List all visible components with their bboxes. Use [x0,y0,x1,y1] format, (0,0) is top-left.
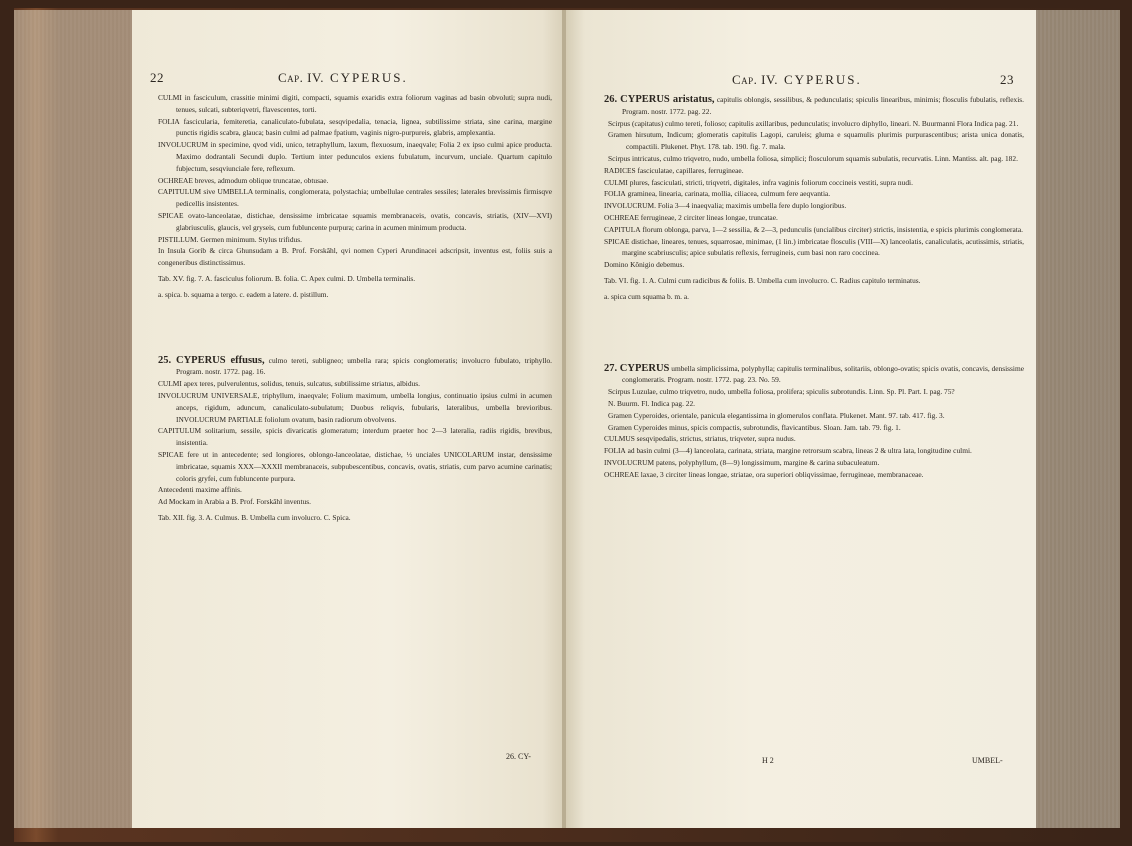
left-tab-2: a. spica. b. squama a tergo. c. eadem a latere. d. pistillum. [158,289,329,299]
left-page [132,10,564,828]
left-entry [150,175,552,187]
species-25-entry-text: fere ut in antecedente; sed longiores, oblongo-lanceolatae, distichae, ½ unciales UNICOLARUM instar, densissime imbricatae, squamis XXX—XXXII membranaceis, subpubescentibus, concavis, ovatis, striatis, cum parvo acumine carinatis; coloris gryfei, cum fubluncente purpura. [176,449,552,483]
species-27-synonyms [596,386,1024,433]
left-page-number: 22 [150,70,164,85]
species-26-entry-label: CAPITULA [604,224,641,234]
species-26-entry-label: INVOLUCRUM. [604,201,656,211]
species-25-diagnosis: culmo tereti, subligneo; umbella rara; spicis conglomeratis; involucro fubulato, triphyllo. Program. nostr. 1772. pag. 16. [176,355,552,377]
species-26-diagnosis: capitulis oblongis, sessilibus, & pedunculatis; spiculis linearibus, minimis; flosculis fubulatis, reflexis. Program. nostr. 1772. pag. 22. [622,95,1024,116]
left-entry-text: ovato-lanceolatae, distichae, densissime imbricatae squamis membranaceis, ovatis, concavis, striatis, (XIV—XVI) glabriusculis, glaucis, vel gryseis, cum fubluncente purpura; carina in acumen minimum producta. [176,210,552,232]
species-27-entry [596,445,1024,457]
right-page-edges [1036,10,1120,828]
species-25-entry-text: triphyllum, inaeqvale; Folium maximum, umbella longius, continuatio ipsius culmi in acumen anceps, rigidum, aduncum, canaliculato-subulatum; Duobus reliqvis, fubularis, lateralibus, umbella brevioribus. INVOLUCRUM PARTIALE foliolum ovatum, basin radiorum obvolvens. [176,390,552,424]
species-26-description-list [596,165,1024,259]
species-26-note: Domino Kônigio debemus. [604,260,685,270]
left-entry [150,116,552,140]
species-25-entry-text: solitarium, sessile, spicis divaricatis glomeratum; interdum praeter hoc 2—3 lateralia, radiis rigidis, brevibus, insistentia. [176,426,552,448]
right-genus: CYPERUS. [783,72,862,87]
left-entry [150,234,552,246]
left-entry-label: SPICAE [158,210,184,220]
species-25-entry [150,390,552,425]
species-26-entry [596,212,1024,224]
species-26-tab-2: a. spica cum squama b. m. a. [604,291,689,301]
species-26-synonym: Gramen hirsutum, Indicum; glomeratis capitulis Lagopi, caruleis; gluma e squamulis plurimis purpurascentibus; arista unica donatis, compactili. Plukenet. Phyt. 178. tab. 190. fig. 7. mala. [608,130,1024,152]
left-chapter: Cap. IV. [278,70,324,85]
left-entry [150,92,552,116]
left-text-block [150,92,552,524]
species-27-title: 27. CYPERUS [604,362,670,374]
left-page-edges [14,10,134,828]
species-27-entry-label: FOLIA [604,446,626,456]
species-26-entry-label: OCHREAE [604,212,639,222]
species-25-entry-label: INVOLUCRUM UNIVERSALE, [158,390,260,400]
species-26-entry-text: plures, fasciculati, stricti, triqvetri, digitales, infra vaginis foliorum coccineis vestiti, supra nudi. [629,177,913,187]
species-26-synonym: Scirpus intricatus, culmo triqvetro, nudo, umbella foliosa, simplici; flosculorum squamis subulatis, recurvatis. Linn. Mantiss. alt. pag. 182. [608,153,1018,163]
left-entry [150,186,552,210]
species-27-entry-label: INVOLUCRUM [604,457,655,467]
species-25-note-1: Antecedenti maxime affinis. [158,485,242,495]
species-26-entry [596,188,1024,200]
left-entry-text: Germen minimum. Stylus trifidus. [200,234,302,244]
right-page [566,10,1036,828]
left-running-head [278,70,408,86]
species-25-entry [150,378,552,390]
right-page-number: 23 [1000,72,1014,87]
left-note: In Insula Gorib & circa Ghunsudam a B. Prof. Forskâhl, qvi nomen Cyperi Arundinacei adscripsit, inventus est, foliis suis a congeneribus distinctissimus. [158,246,552,268]
species-27-entry-text: ad basin culmi (3—4) lanceolata, carinata, striata, margine retrorsum scabra, lineas 2 & ultra lata, longitudine culmi. [627,446,972,456]
left-tab-1: Tab. XV. fig. 7. A. fasciculus foliorum. B. folia. C. Apex culmi. D. Umbella terminalis. [158,273,416,283]
species-26-entry [596,165,1024,177]
species-26-entry [596,224,1024,236]
species-27-synonym: Scirpus Luzulae, culmo triqvetro, nudo, umbella foliosa, prolifera; spiculis subrotundis. Linn. Sp. Pl. Part. I. pag. 75? [608,387,955,397]
species-26-entry-text: florum oblonga, parva, 1—2 sessilia, & 2—3, pedunculis (uncialibus circiter) strictis, insistentia, e spicis plurimis conglomerata. [642,224,1023,234]
left-entry-label: CAPITULUM [158,187,202,197]
left-entry-label: CULMI [158,93,182,102]
left-entry-text: fascicularia, femiteretia, canaliculato-fubulata, sesqvipedalia, tenacia, lignea, subtilissime striata, sine carina, margine punctis rigidis scabra, glauca; basin culmi ad palmae fpatium, vaginis nigro-purpureis, glabris, amplexantia. [176,116,552,138]
species-25-entry-label: CAPITULUM [158,426,202,436]
left-entry-label: PISTILLUM. [158,234,199,244]
species-25-entry-label: SPICAE [158,449,184,459]
left-entry-label: OCHREAE [158,175,193,185]
left-entry-label: INVOLUCRUM [158,140,209,150]
right-catchword: UMBEL- [972,756,1003,765]
left-entry-text: in fasciculum, crassitie minimi digiti, compacti, squamis exaridis extra foliorum vaginas ad basin obvoluti; supra nudi, tenues, sulcati, subteriqvetri, flavescentes, torti. [176,93,552,114]
left-entry-text: breves, admodum oblique truncatae, obtusae. [194,175,329,185]
species-25-description-list [150,378,552,484]
left-entry-label: FOLIA [158,116,180,126]
species-26-entry [596,236,1024,260]
species-26-entry-text: distichae, lineares, tenues, squarrosae, minimae, (1 lin.) imbricatae flosculis (VIII—X) lanceolatis, canaliculatis, acutissimis, striatis, margine scabriusculis; apice subulatis reflexis, ferrugineis, cum basi non raro coccinea. [622,236,1024,258]
species-26-entry [596,200,1024,212]
species-27-entry [596,433,1024,445]
species-26-title: 26. CYPERUS aristatus, [604,94,715,105]
species-26-entry-text: Folia 3—4 inaeqvalia; maximis umbella fere duplo longioribus. [657,201,847,211]
species-26-entry [596,177,1024,189]
species-26-entry-label: CULMI [604,177,628,187]
species-26-tab: Tab. VI. fig. 1. A. Culmi cum radicibus & foliis. B. Umbella cum involucro. C. Radius capitulo terminatus. [604,275,921,285]
left-entry [150,210,552,234]
left-catchword: 26. CY- [506,752,531,761]
species-27-diagnosis: umbella simplicissima, polyphylla; capitulis terminalibus, solitariis, oblongo-ovatis; spicis ovatis, concavis, densissime conglomeratis. Program. nostr. 1772. pag. 23. No. 59. [622,363,1025,385]
species-26-entry-text: graminea, linearia, carinata, mollia, ciliacea, culmum fere aeqvantia. [627,189,831,199]
species-25-entry [150,449,552,484]
species-27-synonym: Gramen Cyperoides minus, spicis compactis, subrotundis, flavicantibus. Sloan. Jam. tab. 79. fig. 1. [608,422,901,432]
species-27-entry-text: patens, polyphyllum, (8—9) longissimum, margine & carina subaculeatum. [655,457,880,467]
species-26-entry-label: SPICAE [604,236,630,246]
species-25-tab: Tab. XII. fig. 3. A. Culmus. B. Umbella cum involucro. C. Spica. [158,512,351,522]
species-25-entry [150,425,552,449]
species-27-description-list [596,433,1024,480]
species-25-entry-text: apex teres, pulverulentus, solidus, tenuis, sulcatus, subtilissime striatus, albidus. [183,379,420,389]
species-25-note-2: Ad Mockam in Arabia a B. Prof. Forskâhl inventus. [158,497,311,507]
left-genus: CYPERUS. [329,70,408,85]
left-description-list [150,92,552,245]
species-26-synonyms [596,118,1024,165]
signature-mark: H 2 [762,756,774,765]
left-entry-text: sive UMBELLA terminalis, conglomerata, polystachia; umbellulae centrales sessiles; laterales brevissimis firmisqve pedicellis insistentes. [176,187,552,209]
species-25-title: 25. CYPERUS effusus, [158,354,265,366]
species-27-synonym: N. Buurm. Fl. Indica pag. 22. [608,398,696,408]
species-26-entry-label: RADICES [604,165,636,175]
species-27-synonym: Gramen Cyperoides, orientale, panicula elegantissima in glomerulos conflata. Plukenet. Mant. 97. tab. 417. fig. 3. [608,410,945,420]
right-text-block [596,94,1024,481]
species-27-entry [596,469,1024,481]
species-27-entry-label: CULMUS [604,434,635,444]
species-27-entry-label: OCHREAE [604,469,639,479]
species-26-synonym: Scirpus (capitatus) culmo tereti, folioso; capitulis axillaribus, pedunculatis; involucro diphyllo, lineari. N. Buurmanni Flora Indica pag. 21. [608,118,1019,128]
left-entry [150,139,552,174]
right-chapter: Cap. IV. [732,72,778,87]
right-running-head [732,72,862,88]
species-25-entry-label: CULMI [158,379,182,389]
species-26-entry-text: ferrugineae, 2 circiter lineas longae, truncatae. [640,212,778,222]
species-26-entry-text: fasciculatae, capillares, ferrugineae. [637,165,744,175]
species-27-entry-text: sesqvipedalis, strictus, striatus, triqveter, supra nudus. [636,434,796,444]
left-entry-text: in specimine, qvod vidi, unico, tetraphyllum, laxum, flexuosum, inaeqvale; Folia 2 ex ipso culmi apice producta. Maximo dodrantali Secundi duplo. Tertium inter pedunculos exiens fubulatum, incurvum, unciale. Quartum capitulo fubjectum, sesqviunciale fere, reflexum. [176,140,552,173]
species-27-entry [596,457,1024,469]
species-27-entry-text: laxae, 3 circiter lineas longae, striatae, ora superiori obliqvissimae, ferrugineae, membranaceae. [640,469,924,479]
species-26-entry-label: FOLIA [604,189,626,199]
